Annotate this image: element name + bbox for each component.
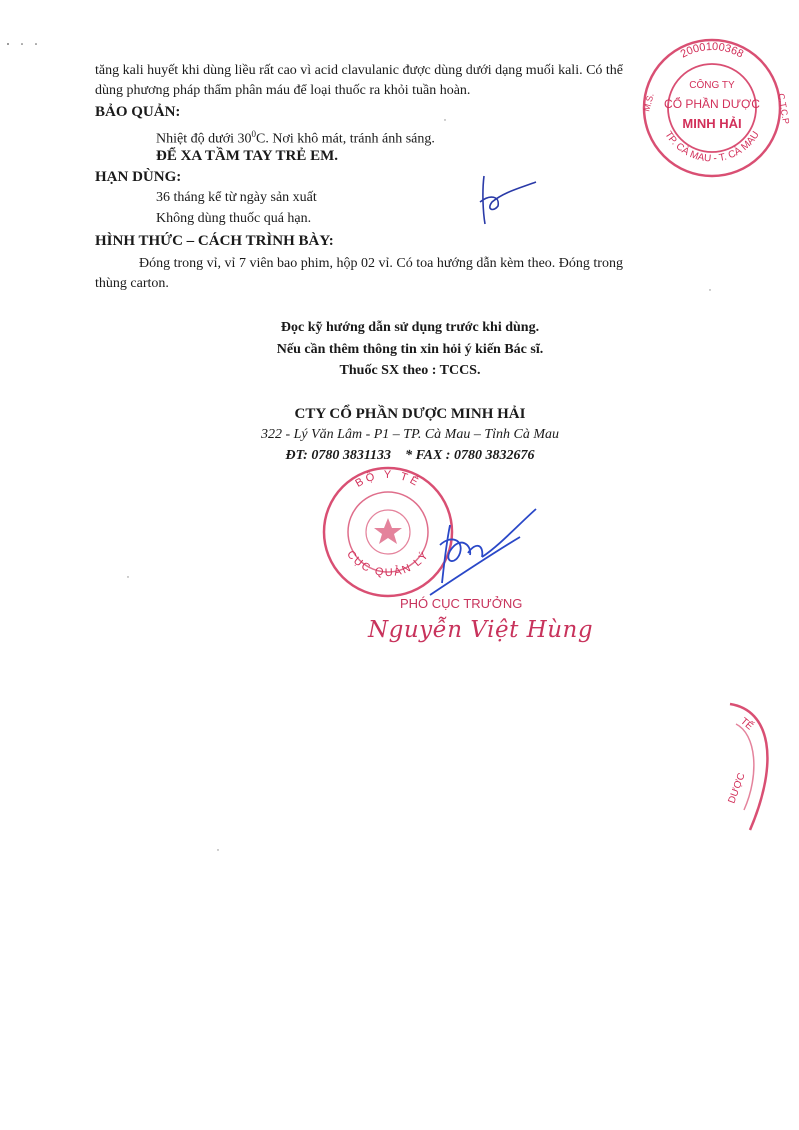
ministry-ring-bottom: CỤC QUẢN LÝ (344, 548, 432, 580)
seal-ring-bottom: TP. CÀ MAU - T. CÀ MAU (662, 129, 762, 165)
seal-line2: CỔ PHẦN DƯỢC (664, 97, 760, 111)
company-fax: FAX : 0780 3832676 (415, 448, 535, 463)
note-line: Thuốc SX theo : TCCS. (339, 363, 481, 378)
seal-ring-left: M.S. (641, 92, 656, 113)
expiry-line: Không dùng thuốc quá hạn. (156, 211, 312, 226)
company-name: CTY CỔ PHẦN DƯỢC MINH HẢI (294, 406, 526, 422)
seal-line3: MINH HẢI (682, 116, 742, 131)
company-address: 322 - Lý Văn Lâm - P1 – TP. Cà Mau – Tỉnh Cà Mau (260, 427, 560, 442)
note-line: Nếu cần thêm thông tin xin hỏi ý kiến Bác sĩ. (276, 342, 544, 357)
paragraph-line: tăng kali huyết khi dùng liều rất cao vì acid clavulanic được dùng dưới dạng muối kali. Có thể (95, 63, 624, 78)
seal-ring-top: 2000100368 (678, 40, 746, 61)
note-line: Đọc kỹ hướng dẫn sử dụng trước khi dùng. (280, 320, 540, 335)
seal-ring-right: C.T.C.P (776, 92, 792, 125)
expiry-line: 36 tháng kể từ ngày sản xuất (156, 190, 317, 205)
storage-temp-sup: 0 (251, 129, 256, 139)
packaging-line: Đóng trong vỉ, vỉ 7 viên bao phim, hộp 02 vỉ. Có toa hướng dẫn kèm theo. Đóng trong (139, 256, 623, 271)
approval-title: PHÓ CỤC TRƯỞNG (400, 596, 523, 611)
approval-name: Nguyễn Việt Hùng (368, 617, 594, 643)
storage-temp-prefix: Nhiệt độ dưới 30 (156, 131, 252, 147)
seal-line1: CÔNG TY (689, 80, 735, 91)
storage-temp-suffix: C. Nơi khô mát, tránh ánh sáng. (255, 131, 435, 147)
packaging-line: thùng carton. (95, 276, 169, 291)
storage-heading: BẢO QUẢN: (95, 104, 181, 120)
paragraph-line: dùng phương pháp thẩm phân máu để loại thuốc ra khỏi tuần hoàn. (95, 83, 471, 98)
expiry-heading: HẠN DÙNG: (95, 169, 182, 185)
contact-separator: * (405, 448, 413, 463)
side-seal-top-text: TẾ (738, 715, 755, 733)
side-seal-bottom-text: DƯỢC (726, 771, 748, 806)
company-phone: ĐT: 0780 3831133 (285, 448, 392, 463)
storage-warning: ĐỂ XA TẦM TAY TRẺ EM. (156, 148, 338, 164)
packaging-heading: HÌNH THỨC – CÁCH TRÌNH BÀY: (95, 233, 334, 249)
ministry-ring-top: BỘ Y TẾ (353, 468, 423, 490)
